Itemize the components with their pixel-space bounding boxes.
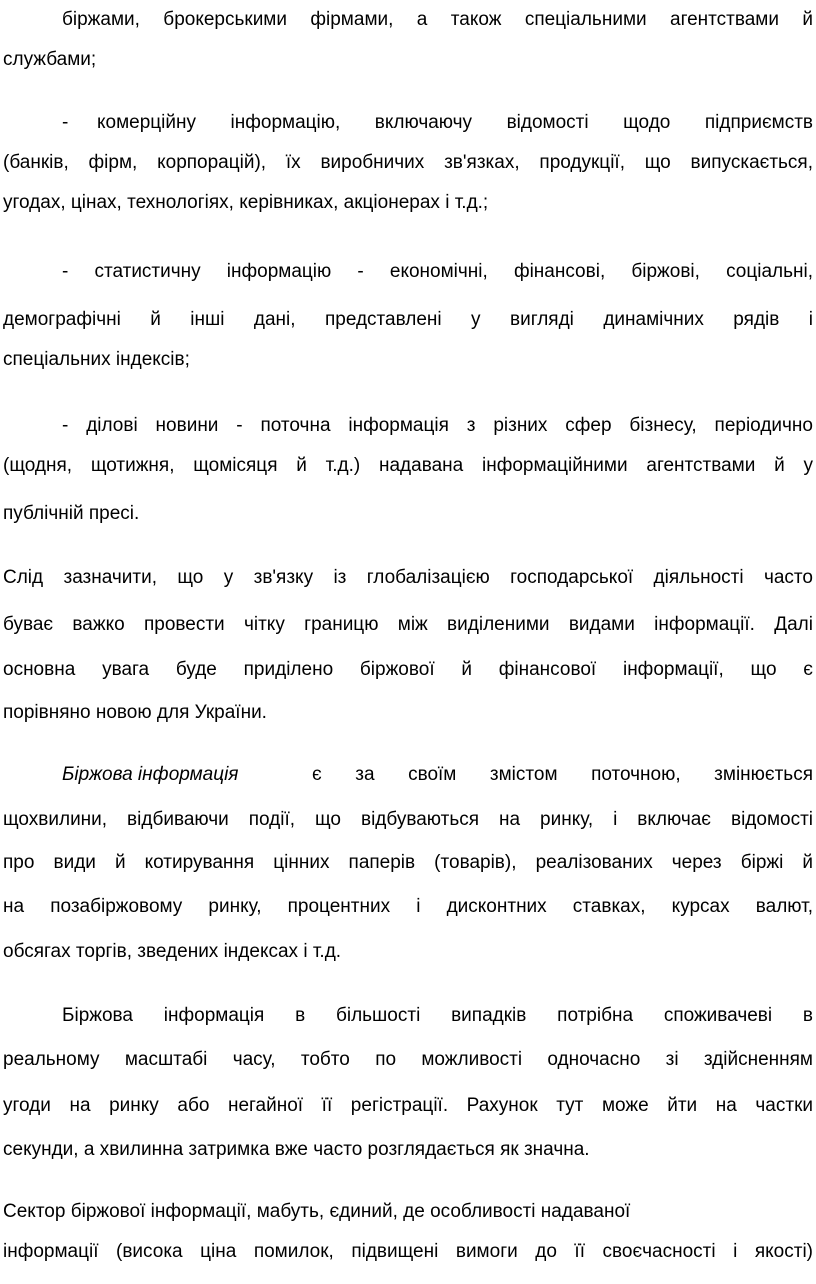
text-line: буває важко провести чітку границю між виділеними видами інформації. Далі [3,614,813,635]
text-line: реальному масштабі часу, тобто по можливості одночасно зі здійсненням [3,1049,813,1070]
text-line: про види й котирування цінних паперів (товарів), реалізованих через біржі й [3,852,813,873]
text-line: обсягах торгів, зведених індексах і т.д. [3,941,342,962]
text-line: комерційну інформацію, включаючу відомості щодо підприємств [97,112,813,133]
text-line: публічній пресі. [3,503,140,524]
text-line: інформації (висока ціна помилок, підвищені вимоги до її своєчасності і якості) [3,1241,813,1262]
text-line: (банків, фірм, корпорацій), їх виробничих зв'язках, продукції, що випускається, [3,152,813,173]
text-line: є за своїм змістом поточною, змінюється [312,764,813,785]
text-line: основна увага буде приділено біржової й фінансової інформації, що є [3,659,813,680]
text-line: демографічні й інші дані, представлені у вигляді динамічних рядів і [3,309,813,330]
text-line: на позабіржовому ринку, процентних і дисконтних ставках, курсах валют, [3,896,813,917]
text-line: Біржова інформація в більшості випадків потрібна споживачеві в [62,1005,813,1026]
text-line: Сектор біржової інформації, мабуть, єдиний, де особливості надаваної [3,1201,631,1222]
text-line: біржами, брокерськими фірмами, а також спеціальними агентствами й [62,9,813,30]
text-line: порівняно новою для України. [3,702,267,723]
text-line: щохвилини, відбиваючи події, що відбуваються на ринку, і включає відомості [3,809,813,830]
text-line: угоди на ринку або негайної її регістрації. Рахунок тут може йти на частки [3,1095,813,1116]
text-line: спеціальних індексів; [3,349,190,370]
list-dash: - [62,112,69,133]
italic-term: Біржова інформація [62,764,239,785]
text-line: Слід зазначити, що у зв'язку із глобалізацією господарської діяльності часто [3,567,813,588]
text-line: (щодня, щотижня, щомісяця й т.д.) надавана інформаційними агентствами й у [3,455,813,476]
text-line: угодах, цінах, технологіях, керівниках, акціонерах і т.д.; [3,192,489,213]
text-line: секунди, а хвилинна затримка вже часто розглядається як значна. [3,1139,590,1160]
text-line: службами; [3,49,97,70]
text-line: - ділові новини - поточна інформація з різних сфер бізнесу, періодично [62,415,813,436]
text-line: - статистичну інформацію - економічні, фінансові, біржові, соціальні, [62,261,813,282]
